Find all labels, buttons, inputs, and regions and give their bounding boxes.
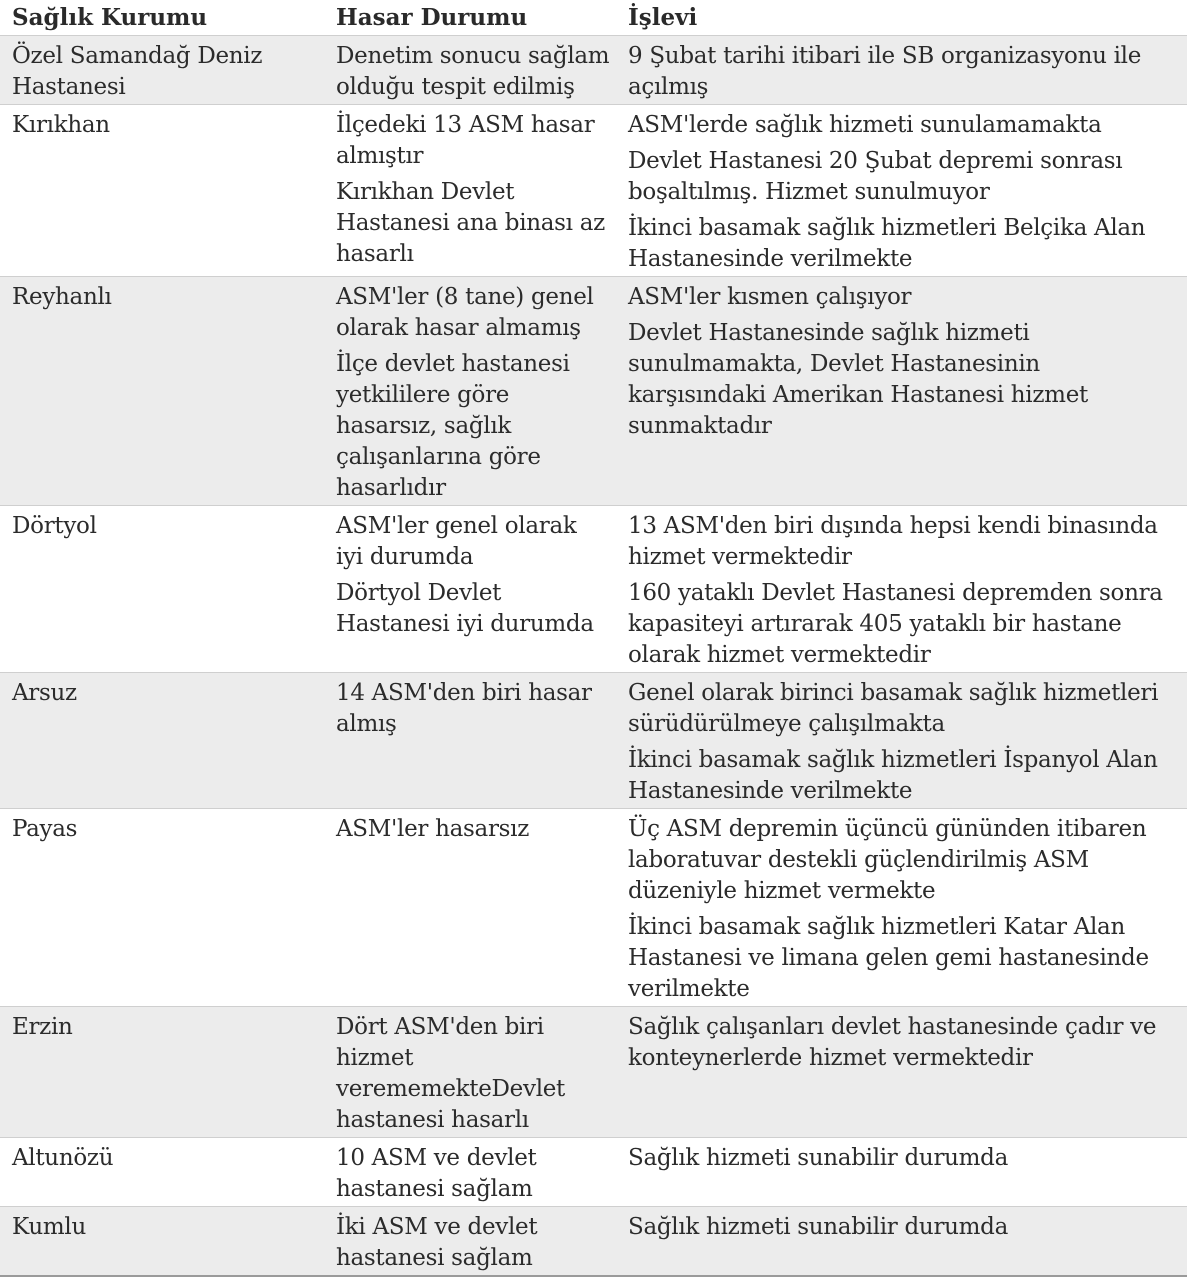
table-row xyxy=(0,673,1187,809)
cell-islevi xyxy=(616,1138,1187,1207)
cell-hasar-durumu xyxy=(324,1138,616,1207)
cell-paragraph: Kırıkhan Devlet Hastanesi ana binası az hasarlı xyxy=(336,179,605,267)
cell-paragraph: Sağlık hizmeti sunabilir durumda xyxy=(628,1214,1008,1240)
cell-saglik-kurumu: Özel Samandağ Deniz Hastanesi xyxy=(0,36,324,105)
cell-paragraph: Devlet Hastanesinde sağlık hizmeti sunulmamakta, Devlet Hastanesinin karşısındaki Amerikan Hastanesi hizmet sunmaktadır xyxy=(628,320,1088,439)
cell-saglik-kurumu: Kırıkhan xyxy=(0,105,324,277)
cell-hasar-durumu xyxy=(324,1007,616,1138)
cell-paragraph: İkinci basamak sağlık hizmetleri Katar Alan Hastanesi ve limana gelen gemi hastanesinde verilmekte xyxy=(628,914,1149,1002)
cell-paragraph: İkinci basamak sağlık hizmetleri Belçika Alan Hastanesinde verilmekte xyxy=(628,215,1146,272)
table-row xyxy=(0,809,1187,1007)
cell-paragraph: Sağlık çalışanları devlet hastanesinde çadır ve konteynerlerde hizmet vermektedir xyxy=(628,1014,1157,1071)
cell-hasar-durumu xyxy=(324,277,616,506)
cell-paragraph: ASM'ler kısmen çalışıyor xyxy=(628,284,912,310)
cell-saglik-kurumu: Altunözü xyxy=(0,1138,324,1207)
cell-hasar-durumu xyxy=(324,105,616,277)
cell-saglik-kurumu: Reyhanlı xyxy=(0,277,324,506)
cell-paragraph: Üç ASM depremin üçüncü gününden itibaren laboratuvar destekli güçlendirilmiş ASM düzeniyle hizmet vermekte xyxy=(628,816,1147,904)
table-row xyxy=(0,105,1187,277)
table-row xyxy=(0,506,1187,673)
cell-saglik-kurumu: Dörtyol xyxy=(0,506,324,673)
cell-saglik-kurumu: Erzin xyxy=(0,1007,324,1138)
cell-islevi xyxy=(616,277,1187,506)
cell-islevi xyxy=(616,105,1187,277)
cell-hasar-durumu xyxy=(324,809,616,1007)
cell-paragraph: ASM'ler hasarsız xyxy=(336,816,530,842)
cell-saglik-kurumu: Kumlu xyxy=(0,1207,324,1277)
table-row xyxy=(0,1207,1187,1277)
cell-paragraph: İkinci basamak sağlık hizmetleri İspanyol Alan Hastanesinde verilmekte xyxy=(628,747,1158,804)
cell-paragraph: ASM'lerde sağlık hizmeti sunulamamakta xyxy=(628,112,1102,138)
cell-paragraph: Sağlık hizmeti sunabilir durumda xyxy=(628,1145,1008,1171)
cell-hasar-durumu xyxy=(324,36,616,105)
cell-hasar-durumu xyxy=(324,506,616,673)
cell-paragraph: Denetim sonucu sağlam olduğu tespit edilmiş xyxy=(336,43,610,100)
table-row xyxy=(0,36,1187,105)
cell-paragraph: 9 Şubat tarihi itibari ile SB organizasyonu ile açılmış xyxy=(628,43,1142,100)
cell-islevi xyxy=(616,673,1187,809)
cell-paragraph: 13 ASM'den biri dışında hepsi kendi binasında hizmet vermektedir xyxy=(628,513,1158,570)
header-saglik-kurumu: Sağlık Kurumu xyxy=(0,0,324,36)
cell-paragraph: 160 yataklı Devlet Hastanesi depremden sonra kapasiteyi artırarak 405 yataklı bir hastane olarak hizmet vermektedir xyxy=(628,580,1163,668)
table-row xyxy=(0,277,1187,506)
cell-islevi xyxy=(616,36,1187,105)
cell-saglik-kurumu: Arsuz xyxy=(0,673,324,809)
cell-islevi xyxy=(616,809,1187,1007)
header-hasar-durumu: Hasar Durumu xyxy=(324,0,616,36)
cell-paragraph: Genel olarak birinci basamak sağlık hizmetleri sürüdürülmeye çalışılmakta xyxy=(628,680,1159,737)
cell-paragraph: 14 ASM'den biri hasar almış xyxy=(336,680,592,737)
cell-islevi xyxy=(616,1207,1187,1277)
cell-paragraph: 10 ASM ve devlet hastanesi sağlam xyxy=(336,1145,537,1202)
table-header-row xyxy=(0,0,1187,36)
cell-hasar-durumu xyxy=(324,673,616,809)
cell-islevi xyxy=(616,1007,1187,1138)
cell-saglik-kurumu: Payas xyxy=(0,809,324,1007)
cell-paragraph: İlçedeki 13 ASM hasar almıştır xyxy=(336,112,595,169)
table-row xyxy=(0,1138,1187,1207)
header-islevi: İşlevi xyxy=(616,0,1187,36)
cell-paragraph: ASM'ler (8 tane) genel olarak hasar almamış xyxy=(336,284,594,341)
table-row xyxy=(0,1007,1187,1138)
cell-paragraph: ASM'ler genel olarak iyi durumda xyxy=(336,513,577,570)
cell-paragraph: İki ASM ve devlet hastanesi sağlam xyxy=(336,1214,538,1271)
cell-paragraph: Devlet Hastanesi 20 Şubat depremi sonrası boşaltılmış. Hizmet sunulmuyor xyxy=(628,148,1123,205)
cell-paragraph: Dört ASM'den biri hizmet verememekteDevlet hastanesi hasarlı xyxy=(336,1014,565,1133)
cell-paragraph: İlçe devlet hastanesi yetkililere göre hasarsız, sağlık çalışanlarına göre hasarlıdır xyxy=(336,351,570,501)
table-body xyxy=(0,36,1187,1277)
cell-islevi xyxy=(616,506,1187,673)
cell-paragraph: Dörtyol Devlet Hastanesi iyi durumda xyxy=(336,580,594,637)
cell-hasar-durumu xyxy=(324,1207,616,1277)
